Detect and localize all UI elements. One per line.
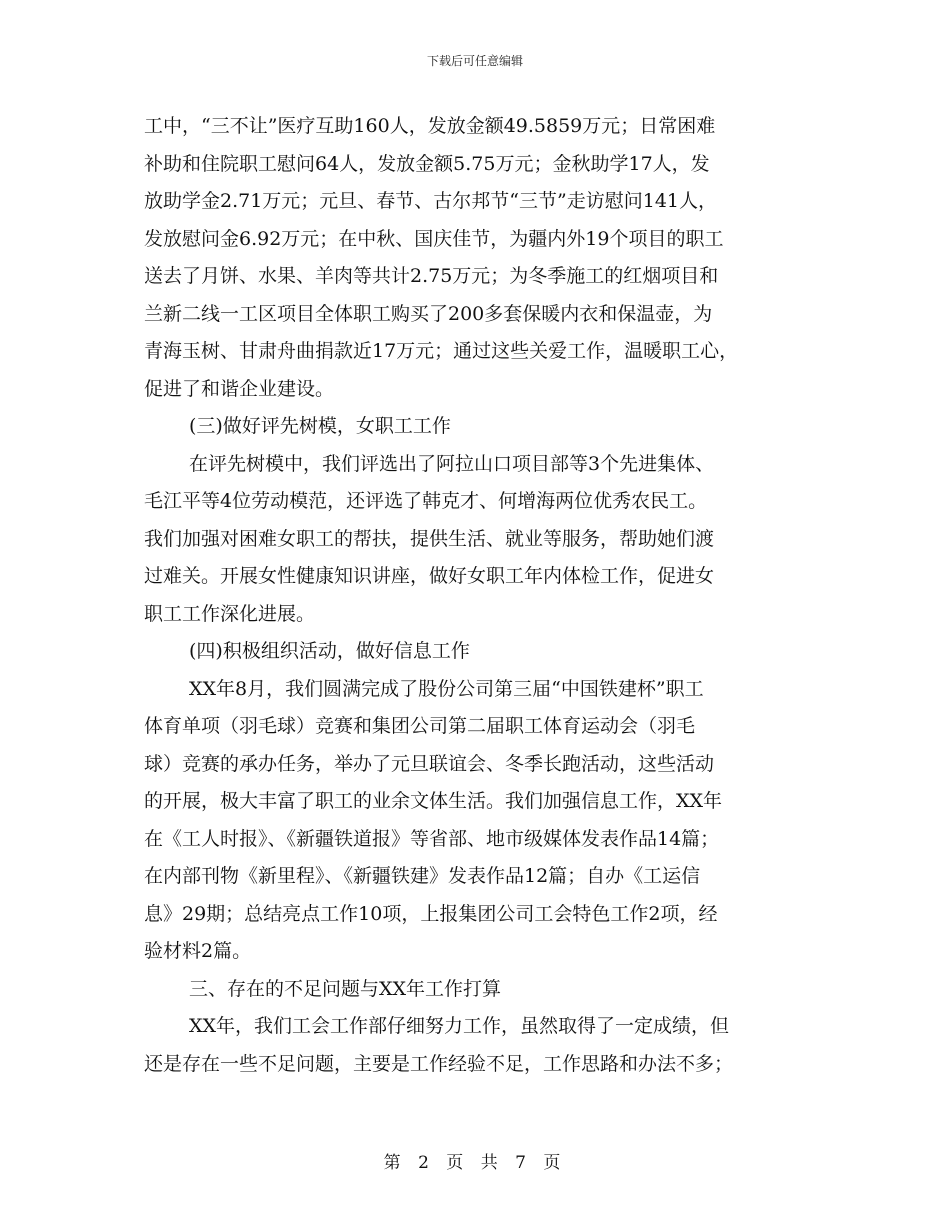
text-line: 在内部刊物《新里程》、《新疆铁建》发表作品12篇；自办《工运信: [144, 865, 701, 887]
text-line: 我们加强对困难女职工的帮扶，提供生活、就业等服务，帮助她们渡: [144, 527, 715, 550]
text-line: 工中，“三不让”医疗互助160人，发放金额49.5859万元；日常困难: [144, 115, 716, 137]
text-line: 发放慰问金6.92万元；在中秋、国庆佳节，为疆内外19个项目的职工: [144, 227, 724, 250]
text-line: 毛江平等4位劳动模范，还评选了韩克才、何增海两位优秀农民工。: [144, 490, 708, 512]
text-line: 职工工作深化进展。: [144, 602, 316, 625]
page-number-footer: 第 2 页 共 7 页: [383, 1153, 567, 1173]
text-line: 球）竞赛的承办任务，举办了元旦联谊会、冬季长跑活动，这些活动: [144, 752, 715, 775]
text-line: 验材料2篇。: [144, 940, 252, 962]
text-line: (四)积极组织活动，做好信息工作: [189, 640, 470, 662]
text-line: 还是存在一些不足问题，主要是工作经验不足，工作思路和办法不多；: [144, 1052, 734, 1075]
text-line: 青海玉树、甘肃舟曲捐款近17万元；通过这些关爱工作，温暖职工心，: [144, 340, 739, 362]
text-line: 体育单项（羽毛球）竞赛和集团公司第二届职工体育运动会（羽毛: [144, 715, 696, 737]
text-line: 送去了月饼、水果、羊肉等共计2.75万元；为冬季施工的红烟项目和: [144, 265, 719, 287]
text-line: 三、存在的不足问题与XX年工作打算: [189, 977, 502, 1000]
text-line: 促进了和谐企业建设。: [144, 377, 335, 400]
text-line: 息》29期；总结亮点工作10项，上报集团公司工会特色工作2项，经: [144, 902, 718, 925]
text-line: 的开展，极大丰富了职工的业余文体生活。我们加强信息工作，XX年: [144, 790, 723, 812]
text-line: XX年8月，我们圆满完成了股份公司第三届“中国铁建杯”职工: [189, 677, 704, 700]
text-line: XX年，我们工会工作部仔细努力工作，虽然取得了一定成绩，但: [189, 1015, 730, 1037]
text-line: 兰新二线一工区项目全体职工购买了200多套保暖内衣和保温壶，为: [144, 302, 713, 325]
text-line: (三)做好评先树模，女职工工作: [189, 415, 451, 437]
text-line: 过难关。开展女性健康知识讲座，做好女职工年内体检工作，促进女: [144, 565, 715, 587]
text-line: 补助和住院职工慰问64人，发放金额5.75万元；金秋助学17人，发: [144, 152, 710, 175]
text-line: 放助学金2.71万元；元旦、春节、古尔邦节“三节”走访慰问141人，: [144, 190, 717, 212]
text-line: 在评先树模中，我们评选出了阿拉山口项目部等3个先进集体、: [189, 452, 715, 475]
document-body: [144, 108, 814, 1083]
page-header: 下载后可任意编辑: [426, 54, 523, 68]
text-line: 在《工人时报》、《新疆铁道报》等省部、地市级媒体发表作品14篇；: [144, 827, 720, 850]
